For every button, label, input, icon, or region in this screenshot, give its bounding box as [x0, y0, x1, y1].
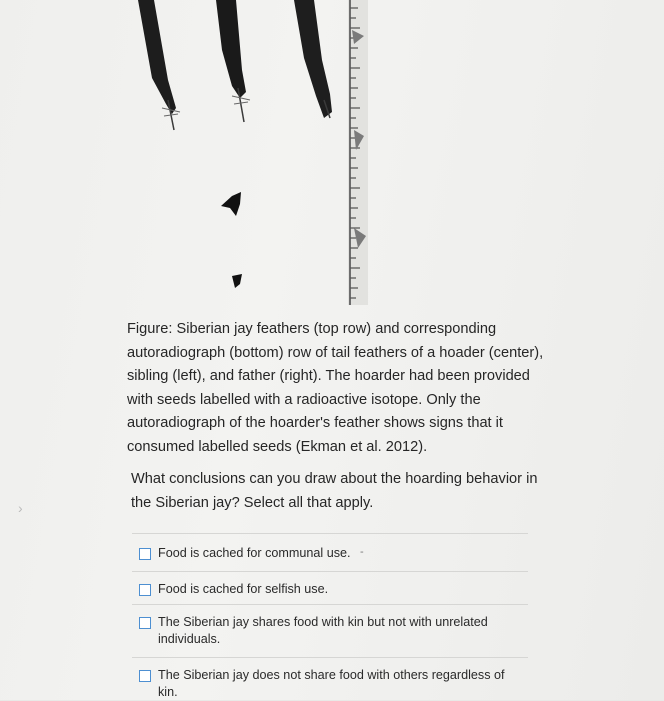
- checkbox-communal-use[interactable]: [139, 548, 151, 560]
- option-divider: [132, 571, 528, 572]
- option-label: Food is cached for communal use.: [158, 546, 351, 560]
- stray-mark: -: [360, 546, 364, 558]
- option-no-sharing[interactable]: [139, 667, 519, 701]
- margin-mark: ›: [18, 500, 23, 516]
- option-divider: [132, 657, 528, 658]
- father-feather: [294, 0, 332, 118]
- sibling-autoradiograph-mark: [221, 192, 241, 216]
- option-shares-with-kin[interactable]: [139, 614, 519, 648]
- option-communal-use[interactable]: [139, 545, 519, 562]
- hoarder-feather: [216, 0, 246, 98]
- option-selfish-use[interactable]: [139, 581, 519, 598]
- figure-caption: Figure: Siberian jay feathers (top row) and corresponding autoradiograph (bottom) row of tail feathers of a hoader (center), sibling (left), and father (right). The hoarder had been provided with seeds labelled with a radioactive isotope. Only the autoradiograph of the hoarder's feather shows signs that it consumed labelled seeds (Ekman et al. 2012).: [127, 321, 544, 455]
- option-divider: [132, 604, 528, 605]
- feather-figure: [118, 0, 408, 308]
- option-divider: [132, 533, 528, 534]
- checkbox-selfish-use[interactable]: [139, 584, 151, 596]
- option-label: Food is cached for selfish use.: [158, 582, 329, 596]
- checkbox-no-sharing[interactable]: [139, 670, 151, 682]
- option-label: The Siberian jay does not share food with others regardless of kin.: [158, 668, 505, 699]
- option-label: The Siberian jay shares food with kin but not with unrelated individuals.: [158, 615, 488, 646]
- checkbox-shares-with-kin[interactable]: [139, 617, 151, 629]
- hoarder-autoradiograph-mark: [232, 274, 242, 288]
- feather-autoradiograph-image: [118, 0, 408, 308]
- sibling-feather: [138, 0, 176, 114]
- question-prompt: What conclusions can you draw about the hoarding behavior in the Siberian jay? Select all that apply.: [131, 471, 538, 511]
